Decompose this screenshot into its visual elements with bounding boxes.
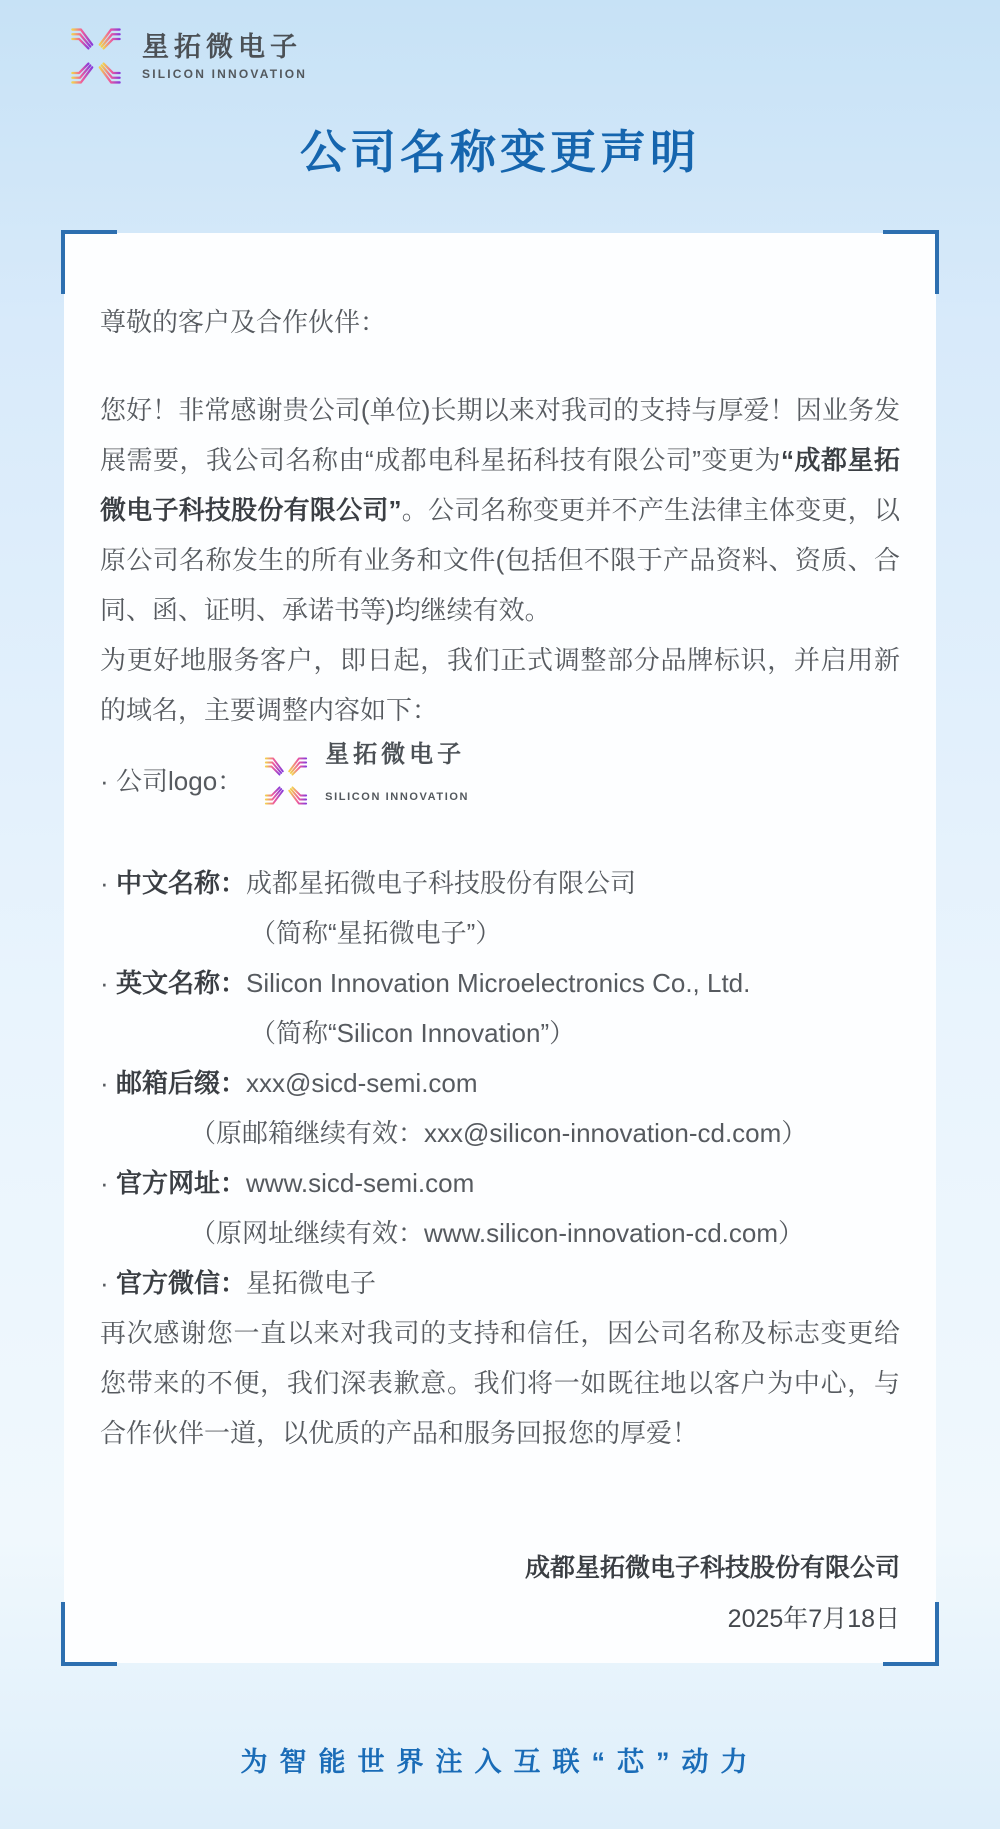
- bullet-dot: ·: [100, 1067, 109, 1098]
- bullet-dot: ·: [100, 766, 109, 797]
- new-logo-name-cn: 星拓微电子: [325, 741, 466, 768]
- wechat-value: 星拓微电子: [246, 1267, 377, 1298]
- paragraph-text: 。公司名称变更并不产生法律主体变更，以原公司名称发生的所有业务和文件(包括但不限于产品资料、资质、合同、函、证明、承诺书等)均继续有效。: [100, 495, 900, 625]
- closing-paragraph: 再次感谢您一直以来对我司的支持和信任，因公司名称及标志变更给您带来的不便，我们深表歉意。我们将一如既往地以客户为中心，与合作伙伴一道，以优质的产品和服务回报您的厚爱！: [100, 1317, 900, 1448]
- paragraph-name-change: [100, 385, 900, 635]
- signature-block: [100, 1546, 900, 1642]
- email-suffix-value: xxx@sicd-semi.com: [246, 1067, 478, 1098]
- bullet-email-suffix: [100, 1058, 900, 1108]
- bullet-en-name: [100, 958, 900, 1008]
- bullet-dot: ·: [100, 1267, 109, 1298]
- en-name-value: Silicon Innovation Microelectronics Co., Ltd.: [246, 967, 751, 998]
- brand-name-cn: 星拓微电子: [142, 32, 302, 63]
- bullet-label-cn-name: 中文名称：: [116, 867, 247, 898]
- bullet-wechat: [100, 1258, 900, 1308]
- old-website-note: （原网址继续有效：www.silicon-innovation-cd.com）: [190, 1217, 805, 1248]
- bullet-website: [100, 1158, 900, 1208]
- cn-name-short-note: （简称“星拓微电子”）: [250, 917, 502, 948]
- salutation: 尊敬的客户及合作伙伴：: [100, 307, 387, 337]
- bullet-label-website: 官方网址：: [116, 1167, 247, 1198]
- new-logo-name-en: SILICON INNOVATION: [325, 790, 470, 803]
- corner-bracket-bottom-right: [883, 1602, 939, 1666]
- company-logo-icon: [62, 22, 130, 90]
- letter-card: [64, 233, 936, 1663]
- bullet-label-logo: 公司logo：: [116, 766, 244, 797]
- signature-company: 成都星拓微电子科技股份有限公司: [524, 1553, 900, 1582]
- bullet-dot: ·: [100, 867, 109, 898]
- website-value: www.sicd-semi.com: [246, 1167, 475, 1198]
- bullet-cn-name: [100, 858, 900, 908]
- signature-date: 2025年7月18日: [727, 1604, 900, 1633]
- new-company-name-emphasis: “成都星拓微电子科技股份有限公司”: [100, 445, 900, 525]
- brand-name-en: SILICON INNOVATION: [142, 66, 308, 81]
- bullet-company-logo: [100, 741, 900, 822]
- bullet-dot: ·: [100, 1167, 109, 1198]
- old-email-note: （原邮箱继续有效：xxx@silicon-innovation-cd.com）: [190, 1117, 808, 1148]
- footer-slogan: 为智能世界注入互联“芯”动力: [240, 1747, 760, 1777]
- new-logo-icon: [257, 752, 315, 810]
- new-logo-preview: [257, 741, 469, 822]
- page-title: 公司名称变更声明: [300, 126, 700, 178]
- new-logo-text: [325, 741, 469, 822]
- corner-bracket-bottom-left: [61, 1602, 117, 1666]
- bullet-label-email: 邮箱后缀：: [116, 1067, 247, 1098]
- corner-bracket-top-left: [61, 230, 117, 294]
- brand-header: [62, 22, 307, 90]
- bullet-label-wechat: 官方微信：: [116, 1267, 247, 1298]
- cn-name-value: 成都星拓微电子科技股份有限公司: [246, 867, 637, 898]
- corner-bracket-top-right: [883, 230, 939, 294]
- paragraph-text: 您好！非常感谢贵公司(单位)长期以来对我司的支持与厚爱！因业务发展需要，我公司名称由“成都电科星拓科技有限公司”变更为: [100, 395, 900, 475]
- paragraph-adjustments-intro: 为更好地服务客户，即日起，我们正式调整部分品牌标识，并启用新的域名，主要调整内容如下：: [100, 645, 900, 725]
- en-name-short-note: （简称“Silicon Innovation”）: [250, 1017, 576, 1048]
- bullet-label-en-name: 英文名称：: [116, 967, 247, 998]
- bullet-dot: ·: [100, 967, 109, 998]
- brand-logo-text: [142, 31, 307, 80]
